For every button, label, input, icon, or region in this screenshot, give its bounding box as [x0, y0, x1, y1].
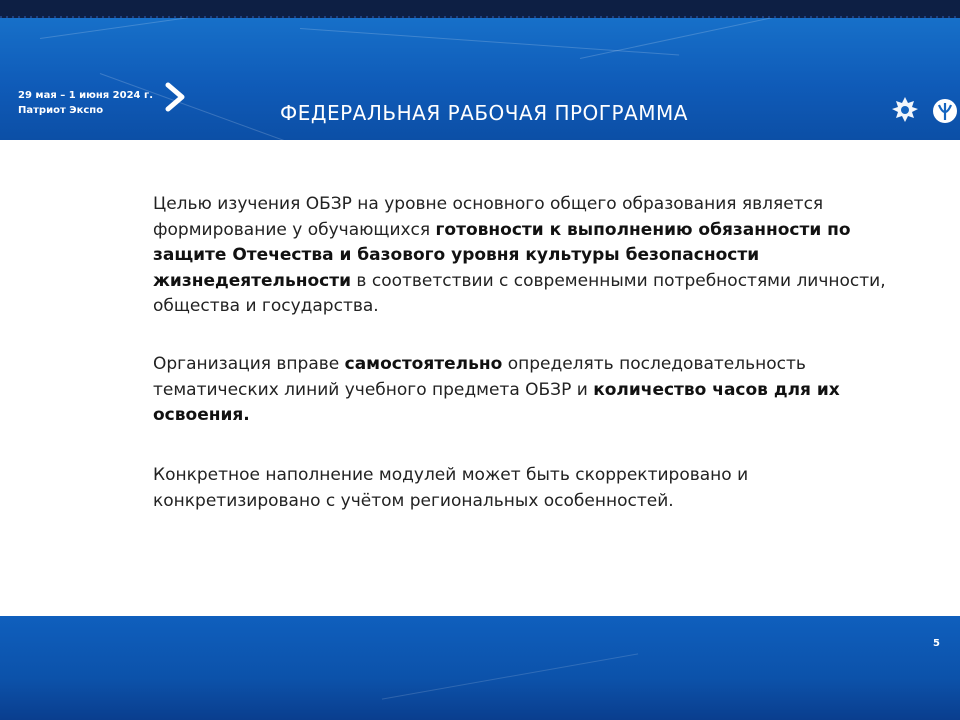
page-title: ФЕДЕРАЛЬНАЯ РАБОЧАЯ ПРОГРАММА — [280, 101, 688, 125]
chevron-right-icon — [162, 82, 190, 112]
event-date: 29 мая – 1 июня 2024 г. — [18, 90, 154, 101]
paragraph-organization — [153, 352, 893, 429]
page-number: 5 — [933, 638, 940, 649]
paragraph-organization-highlight-end: количество часов для их освоения. — [153, 379, 840, 425]
emergency-ministry-emblem-icon — [890, 95, 920, 127]
slide-content — [0, 140, 960, 616]
paragraph-goal — [153, 192, 893, 320]
paragraph-goal-text: Целью изучения ОБЗР на уровне основного общего образования является формирование у обучающихся — [153, 194, 824, 240]
event-info — [18, 88, 153, 118]
paragraph-organization-text: Организация вправе — [153, 354, 345, 374]
paragraph-organization-text-mid: определять последовательность тематических линий учебного предмета ОБЗР и — [153, 354, 806, 400]
slide-footer — [0, 616, 960, 720]
event-venue: Патриот Экспо — [18, 105, 104, 116]
paragraph-goal-highlight: готовности к выполнению обязанности по защите Отечества и базового уровня культуры безопасности жизнедеятельности — [153, 219, 851, 291]
paragraph-modules-text: Конкретное наполнение модулей может быть скорректировано и конкретизировано с учётом региональных особенностей. — [153, 465, 749, 511]
paragraph-goal-text-end: в соответствии с современными потребностями личности, общества и государства. — [153, 270, 886, 316]
education-ministry-emblem-icon — [930, 95, 960, 127]
paragraph-modules — [153, 463, 893, 514]
top-frame-band — [0, 0, 960, 18]
paragraph-organization-highlight: самостоятельно — [344, 354, 503, 374]
